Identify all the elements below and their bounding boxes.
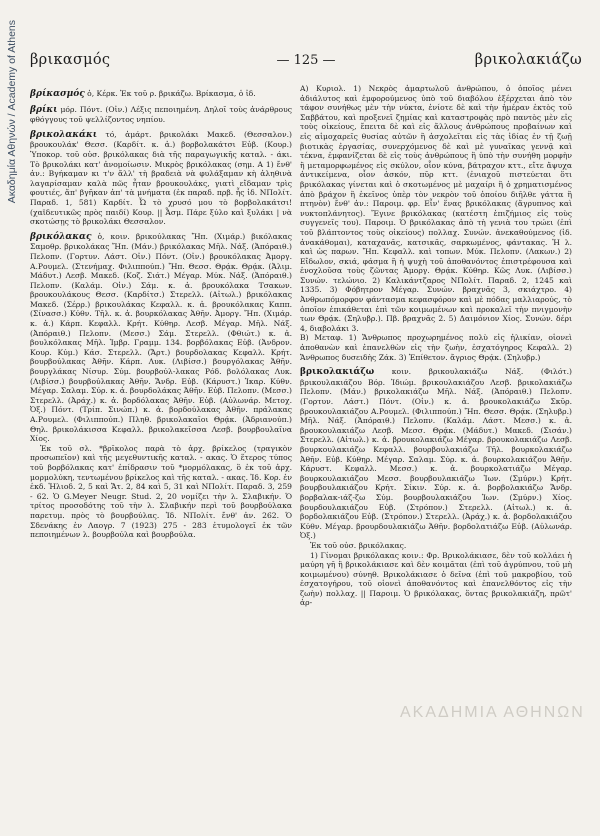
etymology-paragraph: Ἐκ τοῦ σλ. *βρῖκολος παρὰ τὸ ἀρχ. βρίκελος (τραγικὸν προσωπεῖον) καὶ τῆς μεγεθυντικῆς καταλ. - ακας. Ὁ ἕτερος τύπος τοῦ βορβόλακας κατ' ἐπίδρασιν τοῦ *μορμόλακας, ὃ ἐκ τοῦ ἀρχ. μορμολύκη, τεντωμένου βρίκελος καὶ τῆς καταλ. - ακας. Ἰδ. Κορ. ἐν ἐκδ. Ἡλιοδ. 2, 5 καὶ Ἄτ. 2, 84 καὶ 5, 31 καὶ ΝΠολίτ. Παραδ. 3, 259 - 62. Ὁ G.Meyer Neugr. Stud. 2, 20 νομίζει τὴν λ. Σλαβικήν. Ὁ τρίτος προσοδότης τοῦ τὴν λ. Σλαβικήν περὶ τοῦ βουρβούλακα παρετυμ. πρὸς τὸ βουρβούλας. Ἰδ. ΝΠολίτ. ἔνθ' ἀν. 262. Ὁ Σδενάκης ἐν Λαογρ. 7 (1923) 275 - 283 ἐτυμολογεῖ ἐκ τῶν πεποιημένων λ. βουρβούλα καὶ βουρβούλα. (30, 443, 292, 540)
archive-credit: Ακαδημία Αθηνών / Academy of Athens (6, 20, 18, 204)
header-left-headword: βρικασμός (30, 52, 111, 68)
dictionary-entry (30, 232, 292, 444)
dictionary-entry (30, 105, 292, 125)
sense-paragraph: Β) Μεταφ. 1) Ἄνθρωπος προχωρημένος πολὺ εἰς ἡλικίαν, οἱονεὶ ἀποθανὼν καὶ ἐπανελθὼν εἰς τὴν ζωὴν, ἐσχατόγηρος Κεφαλλ. 2) Ἄνθρωπος δυσειδὴς Ζάκ. 3) Ἐπίθετον. ἄγριος Θρᾴκ. (Σηλυβρ.) (300, 333, 572, 362)
dictionary-entry (30, 89, 292, 100)
entry-lemma: βρικόλακας (30, 231, 92, 242)
left-column (30, 84, 292, 824)
page-header (30, 52, 582, 76)
entry-lemma: βρικολακιάζω (300, 367, 375, 378)
dictionary-entry (300, 367, 572, 541)
entry-text: τό, ἀμάρτ. βρικολάκι Μακεδ. (Θεσσαλον.) βρουκουλάκ' Θεσσ. (Καρδίτ. κ. ἀ.) βορβολακάτσι Εὐβ. (Κουρ.) Ὑποκορ. τοῦ οὐσ. βρικόλακας διὰ τῆς παραγωγικῆς καταλ. - άκι. Τὸ βρικολάκι κατ' ἀνομοίωσιν. Μικρὸς βρικόλακας (σημ. A 1) ἔνθ' ἀν.: Βγήκαμαν κι τ'ν ἄλλ' τὴ βραδειὰ νὰ φυλάξαμαν κὴ ἀληθινὰ λαγαρίσαμαν καλὰ πῶς ἦταν βρουκουλάκς, γιατὶ εἴδαμαν τρὶς φουτιές, ἄπ' βγῆκαν ἀπ' τὰ μνήματα (ἐκ παραδ. πρβ. ἧς ἰδ. ΝΠολίτ. Παραδ. 1, 581) Καρδίτ. Ὦ τὸ χρυσό μου τὸ βορβολακάτσι! (χαϊδευτικῶς πρὸς παιδί) Κουρ. || Ἆσμ. Πάρε ξύλο καὶ ξυλάκι | νὰ σκοτώσῃς τὸ βρικολάκι Θεσσαλον. (30, 129, 292, 227)
page-number: — 125 — (276, 53, 336, 68)
entry-lemma: βρικολακάκι (30, 129, 98, 140)
sense-paragraph: Α) Κυριολ. 1) Νεκρὸς ἀμαρτωλοῦ ἀνθρώπου, ὁ ὁποῖος μένει ἀδιάλυτος καὶ ἐμφορούμενος ὑπὸ τοῦ διαβόλου ἐξέρχεται ἀπὸ τὸν τάφον συνήθως μὲν τὴν νύκτα, ἐνίοτε δὲ καὶ τὴν ἡμέραν ἐκτὸς τοῦ Σαββάτου, καὶ προξενεῖ ζημίας καὶ καταστροφὰς πρὸ παντὸς μὲν εἰς τοὺς οἰκείους, ἔπειτα δὲ καὶ εἰς ἄλλους ἀνθρώπους προβαίνων καὶ εἰς αἱμοχαρεῖς θυσίας αὐτῶν ἢ ἀσχολεῖται εἰς τὰς ἰδίας ἐν τῇ ζωῇ βιοτικὰς ἐργασίας, συνερχόμενος δὲ καὶ μὲ γυναῖκας γεννᾷ καὶ τέκνα, ἐμφανίζεται δὲ εἰς τοὺς ἀνθρώπους ἢ ὑπὸ τὴν συνήθη μορφὴν ἢ μεταμορφωμένος εἰς σκύλον, οἷον κύνα, βάτραχον κττ., εἴτε ἄψυχα ἀντικείμενα, οἷον ἀσκόν, πῦρ κττ. (ἐνιαχοῦ πιστεύεται ὅτι βρικόλακας γίνεται καὶ ὁ σκοτωμένος μὲ μαχαίρι ἢ ὁ χρηματισμένος ἀπὸ βράχον ἢ ἐκεῖνος ὑπὲρ τὸν νεκρὸν τοῦ ὁποίου διῆλθε γάττα ἢ πτηνὸν) ἔνθ' ἀν.: Παροιμ. φρ. Εἶν' ἕνας βρικόλακας (ἄγρυπνος καὶ νυκτοπλάνητος). Ἔγινε βρικόλακας (κατέστη ἐπιζήμιος εἰς τοὺς συγγενεῖς του). Παροιμ. Ὁ βρικόλακας ἀπὸ τὴ γενιὰ του τρώει (ἐπὶ τοῦ βλάπτοντος τοὺς οἰκείους) πολλαχ. Συνών. ἀνεκαθούμενος (ἰδ. ἀνακάθομαι), καταχανᾶς, κατσικᾶς, σαρκωμένος, φάντακας. Ἡ λ. καὶ ὡς παρων. Ἤπ. Κεφαλλ. καὶ τοπων. Μύκ. Πελοπν. (Λακων.) 2) Εἴδωλον, σκιά, φάσμα ἢ ἡ ψυχὴ τοῦ ἀποθανόντος ἐπιστρέφουσα καὶ ἐνοχλοῦσα τοὺς ζῶντας Ἀμοργ. Θρᾴκ. Κύθηρ. Κῶς Λυκ. (Λιβίσσ.) Συνών. τελώνιο. 2) Καλικάντζαρος ΝΠολίτ. Παραδ. 2, 1245 καὶ 1335. 3) Φόβητρον Μέγαρ. Συνών. βραχνᾶς 3, σκιάχτρο. 4) Ἀνθρωπόμορφον φάντασμα κεφασφόρον καὶ μὲ πόδας μαλλιαρούς, τὸ ὁποῖον ἐπικάθεται ἐπὶ τῶν κοιμωμένων καὶ προκαλεῖ τὴν πνιγμονὴν των Θρᾴκ. (Σηλυβρ.). Πβ. βραχνᾶς 2. 5) Δαιμόνιον Χίος. Συνών. δέρι 4, διαβολάκι 3. (300, 84, 572, 333)
entry-text: ὁ, Κέρκ. Ἐκ τοῦ ρ. βρικάζω. Βρίκασμα, ὁ ἰδ. (84, 89, 256, 98)
entry-text: ὁ, κοιν. βρικούλακας Ἤπ. (Χιμάρ.) βικόλακας Σαμοθρ. βρικολάκας Ἤπ. (Μάν.) βρικόλακας Μῆλ. Νάξ. (Ἀπόραιθ.) Πελοπν. (Γορτυν. Λάστ. Οἰν.) Πόντ. (Oἰν.) βρουκόλακας Ἀμοργ. Α.Ρουμελ. (Στενήμαχ. Φιλιππούπ.) Ἤπ. Θεσσ. Θρᾴκ. Θρᾴκ. (Ἀλιμ. Μάδυτ.) Λεσβ. Μακεδ. (Κοζ. Σιάτ.) Μέγαρ. Μύκ. Νάξ. (Ἀπόραιθ.) Πελοπν. (Καλάμ. Οἰν.) Σάμ. κ. ἀ. βρουκόλακα Τσακων. βρουκουλάκους Θεσσ. (Καρδίτσ.) Στερελλ. (Αἰτωλ.) βρικόλακας Μακεδ. (Σέρρ.) βρικουλάκας Κεφαλλ. κ. ἀ. βρουκόλακας Καππ. (Σίνασσ.) Κύθν. Τῆλ. κ. ἀ. βουρκόλακας Ἀθῆν. Ἀμοργ. Ἤπ. (Χιμάρ. κ. ἀ.) Κάρπ. Κεφαλλ. Κρήτ. Κύθηρ. Λεσβ. Μέγαρ. Μῆλ. Νάξ. (Ἀπόραιθ.) Πελοπν. (Μεσσ.) Σάμ. Στερελλ. (Φθιώτ.) κ. ἀ. βουλκόλακας Μῆλ. Ἰμβρ. Γραμμ. 134. βορβόλακας Εὐβ. (Ἀνδρον. Κουρ. Κύμ.) Κάσ. Στερελλ. (Ἄρτ.) βουρδολακας Κεφαλλ. Κρήτ. βουρβούλακας Ἀθῆν. Κάρπ. Λυκ. (Λιβίσσ.) βουργόλακας Ἀθῆν. βουργλάκας Νίσυρ. Σύμ. βουρβούλ-λακας Ρόδ. βολόλακας Λυκ. (Λιβίσσ.) βουρβούλακας Ἀθῆν. Ἄνδρ. Εὐβ. (Κάρυστ.) Ἰκαρ. Κύθν. Μέγαρ. Σαλαμ. Σύρ. κ. ἀ. βουρδολάκας Ἀθῆν. Εὐβ. Πελοπν. (Μεσσ.) Στερελλ. (Ἀράχ.) κ. ἀ. βορδόλακας Ἀθῆν. Εὐβ. (Αὐλωνάρ. Μετοχ. Ὀξ.) Πόντ. (Τρίπ. Σινώπ.) κ. ἀ. βορδούλακας Ἀθῆν. πράλακας Α.Ρουμελ. (Φιλιππούπ.) Πληθ. βρικολακαῖοι Θρᾴκ. (Ἀδριανούπ.) Θηλ. βρικολάκισσα Κεφαλλ. βρικολακεῖσσα Λεσβ. βουρβουλαῖνα Χίος. (30, 231, 292, 444)
entry-text: μόρ. Πόντ. (Oἰν.) Λέξις πεποιημένη. Δηλοῖ τοὺς ἀνάρθρους φθόγγους τοῦ ψελλίζοντος νηπίου. (30, 104, 292, 125)
entry-text: κοιν. βρικουλακιάζω Νάξ. (Φιλότ.) βρικουλακιάζου Βόρ. Ἰδιώμ. βρικουλακιάζου Λεσβ. βρικολακιάζω Πελοπν. (Μάν.) βρικολακιάζω Μῆλ. Νάξ. (Ἀπόραιθ.) Πελοπν. (Γορτυν. Λάστ.) Πόντ. (Oἰν.) κ. ἀ. βρουκολακιάζω Σκῦρ. βρουκουλακιάζου Α.Ρουμελ. (Φιλιππούπ.) Ἤπ. Θεσσ. Θρᾴκ. (Σηλυβρ.) Μῆλ. Νάξ. (Ἀπόραιθ.) Πελοπν. (Καλάμ. Λάστ. Μεσσ.) κ. ἀ. βρουκουλακιάζω Λεσβ. Μεσσ. Θρᾴκ. (Μάδυτ.) Μακεδ. (Σισάν.) Στερελλ. (Αἰτωλ.) κ. ἀ. βρουκολακιάζω Μέγαρ. βρουκολακιάζω Λεσβ. βουρκουλακιάζω Κεφαλλ. βουρβουλακιάζω Τῆλ. βουρκολακιάζω Ἀθῆν. Εὐβ. Κύθηρ. Μέγαρ. Σαλαμ. Σύρ. κ. ἀ. βουρκολακιάζου Ἀθῆν. Κάρυστ. Κεφαλλ. Μεσσ.) κ. ἀ. βουρκολατιάζω Μέγαρ. βουρκουλακιάζου Μεσσ. βουρβουλακιάζω Ἰων. (Σμύρν.) Κρήτ. βουρβουλακιάζου Κρήτ. Σίκιν. Σύρ. κ. ἀ. βορβολακιάζω Ἄνδρ. βορβαλακ-ιάζ-ζω Σύμ. βουρβουλακιάζου Ἰων. (Σμύρν.) Χίος. βουρδουλακιάζου Εὐβ. (Στρόπον.) Στερελλ. (Αἰτωλ.) κ. ἀ. βορδολακιάζου Εὐβ. (Στρόπον.) Στερελλ. (Ἀράχ.) κ. ἀ. βορδολακιάζου Κύθν. Μέγαρ. βρουρδουλακιάζω Ἀθῆν. βορδολατιάζω Εὐβ. (Αὐλωνάρ. Ὀξ.) (300, 367, 572, 541)
header-right-headword: βρικολακιάζω (474, 52, 582, 68)
sense-paragraph: 1) Γίνομαι βρικόλακας κοιν.: Φρ. Βρικολάκιασε, δὲν τοῦ κολλάει ἡ μαύρη γῆ ἢ βρικολάκιασε καὶ δὲν κοιμᾶται (ἐπὶ τοῦ ἀγρύπνου, τοῦ μὴ κοιμωμένου) σύνηθ. Βρικολάκιασε ὁ δεῖνα (ἐπὶ τοῦ μακροβίου, τοῦ ἐσχατογήρου, τοῦ οἱονεὶ ἀποθανόντος καὶ ἐπανελθόντος εἰς τὴν ζωὴν) πολλαχ. || Παροιμ. Ὁ βρικόλακας, ὅντας βρικολακιάζη, πρῶτ' ἀρ- (300, 550, 572, 608)
entry-lemma: βρίκασμός (30, 89, 85, 99)
etymology-paragraph: Ἐκ τοῦ οὐσ. βρικόλακας. (310, 540, 407, 550)
dictionary-entry (30, 130, 292, 227)
entry-lemma: βρίκι (30, 104, 58, 115)
archive-sidebar-label (6, 20, 22, 320)
academy-watermark: ΑΚΑΔΗΜΙΑ ΑΘΗΝΩΝ (400, 704, 585, 721)
